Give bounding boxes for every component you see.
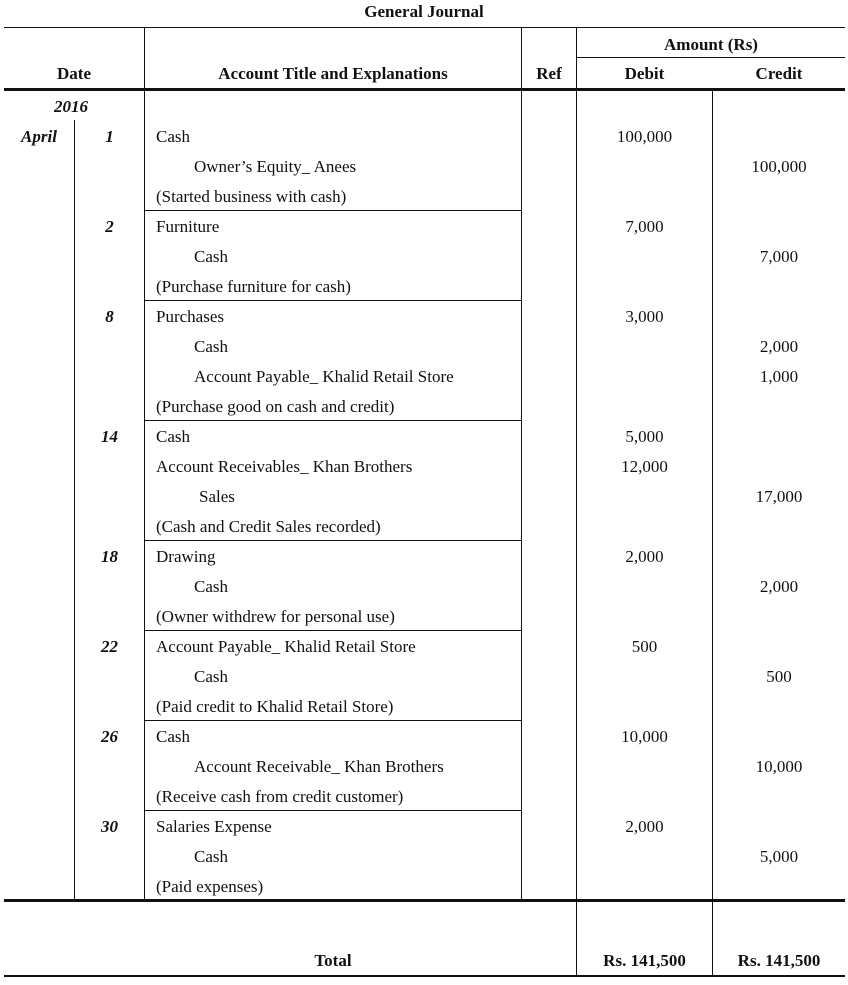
debit-amount: 7,000 bbox=[625, 217, 664, 236]
credit-amount: 2,000 bbox=[759, 577, 799, 596]
debit-amount: 5,000 bbox=[625, 427, 664, 446]
header-account: Account Title and Explanations bbox=[218, 64, 448, 83]
header-ref: Ref bbox=[536, 64, 562, 83]
debit-amount: 3,000 bbox=[625, 307, 664, 326]
credit-amount: 7,000 bbox=[759, 247, 799, 266]
debit-amount: 10,000 bbox=[621, 727, 668, 746]
debit-account: Purchases bbox=[156, 307, 224, 326]
total-label: Total bbox=[314, 951, 352, 970]
entry-explanation: (Receive cash from credit customer) bbox=[156, 787, 404, 806]
entry-separator bbox=[145, 540, 521, 541]
entry-separator bbox=[145, 210, 521, 211]
entry-explanation: (Paid credit to Khalid Retail Store) bbox=[156, 697, 394, 716]
credit-amount: 17,000 bbox=[755, 487, 803, 506]
entry-separator bbox=[145, 630, 521, 631]
entry-explanation: (Started business with cash) bbox=[156, 187, 347, 206]
entry-explanation: (Purchase good on cash and credit) bbox=[156, 397, 395, 416]
header-debit: Debit bbox=[624, 64, 665, 83]
col-divider-ref-left bbox=[521, 28, 522, 900]
total-credit: Rs. 141,500 bbox=[737, 951, 821, 970]
entry-day: 26 bbox=[101, 727, 118, 746]
month-label: April bbox=[21, 127, 57, 146]
entry-day: 1 bbox=[105, 127, 114, 146]
credit-amount: 10,000 bbox=[755, 757, 803, 776]
credit-account: Cash bbox=[194, 667, 228, 686]
debit-account: Cash bbox=[156, 127, 190, 146]
entry-day: 14 bbox=[101, 427, 118, 446]
entry-day: 8 bbox=[105, 307, 114, 326]
col-divider-date bbox=[144, 28, 145, 900]
entry-day: 18 bbox=[101, 547, 118, 566]
entry-explanation: (Cash and Credit Sales recorded) bbox=[156, 517, 381, 536]
debit-amount: 12,000 bbox=[621, 457, 668, 476]
debit-account: Drawing bbox=[156, 547, 216, 566]
top-rule bbox=[4, 27, 845, 28]
entry-separator bbox=[145, 420, 521, 421]
entry-explanation: (Owner withdrew for personal use) bbox=[156, 607, 395, 626]
credit-account: Account Receivable_ Khan Brothers bbox=[194, 757, 444, 776]
credit-account: Cash bbox=[194, 577, 228, 596]
entry-explanation: (Purchase furniture for cash) bbox=[156, 277, 351, 296]
entry-day: 2 bbox=[105, 217, 114, 236]
credit-account: Sales bbox=[199, 487, 235, 506]
credit-account: Cash bbox=[194, 337, 228, 356]
debit-amount: 2,000 bbox=[625, 547, 664, 566]
debit-account: Cash bbox=[156, 727, 190, 746]
col-divider-ref-right bbox=[576, 28, 577, 976]
header-bottom-rule bbox=[4, 88, 845, 91]
entry-day: 30 bbox=[101, 817, 118, 836]
col-divider-debit bbox=[712, 91, 713, 976]
header-amount: Amount (Rs) bbox=[664, 35, 758, 54]
credit-account: Cash bbox=[194, 247, 228, 266]
entry-explanation: (Paid expenses) bbox=[156, 877, 264, 896]
debit-account: Account Payable_ Khalid Retail Store bbox=[156, 637, 416, 656]
credit-account: Cash bbox=[194, 847, 228, 866]
credit-account: Account Payable_ Khalid Retail Store bbox=[194, 367, 454, 386]
credit-amount: 100,000 bbox=[751, 157, 807, 176]
credit-amount: 1,000 bbox=[759, 367, 799, 386]
credit-amount: 500 bbox=[766, 667, 792, 686]
debit-amount: 500 bbox=[631, 637, 658, 656]
footer-bottom-rule bbox=[4, 975, 845, 977]
debit-account: Cash bbox=[156, 427, 190, 446]
journal-title: General Journal bbox=[364, 2, 484, 21]
debit-amount: 2,000 bbox=[625, 817, 664, 836]
amount-divider bbox=[577, 57, 845, 58]
total-debit: Rs. 141,500 bbox=[603, 951, 686, 970]
debit-account: Account Receivables_ Khan Brothers bbox=[156, 457, 413, 476]
credit-account: Owner’s Equity_ Anees bbox=[194, 157, 357, 176]
debit-account: Salaries Expense bbox=[156, 817, 272, 836]
debit-amount: 100,000 bbox=[616, 127, 673, 146]
credit-amount: 5,000 bbox=[759, 847, 799, 866]
entry-day: 22 bbox=[101, 637, 118, 656]
entry-separator bbox=[145, 720, 521, 721]
credit-amount: 2,000 bbox=[759, 337, 799, 356]
body-bottom-rule bbox=[4, 899, 845, 902]
debit-account: Furniture bbox=[156, 217, 220, 236]
header-credit: Credit bbox=[755, 64, 803, 83]
year-label: 2016 bbox=[54, 97, 88, 116]
col-divider-month bbox=[74, 120, 75, 900]
entry-separator bbox=[145, 300, 521, 301]
header-date: Date bbox=[57, 64, 91, 83]
entry-separator bbox=[145, 810, 521, 811]
